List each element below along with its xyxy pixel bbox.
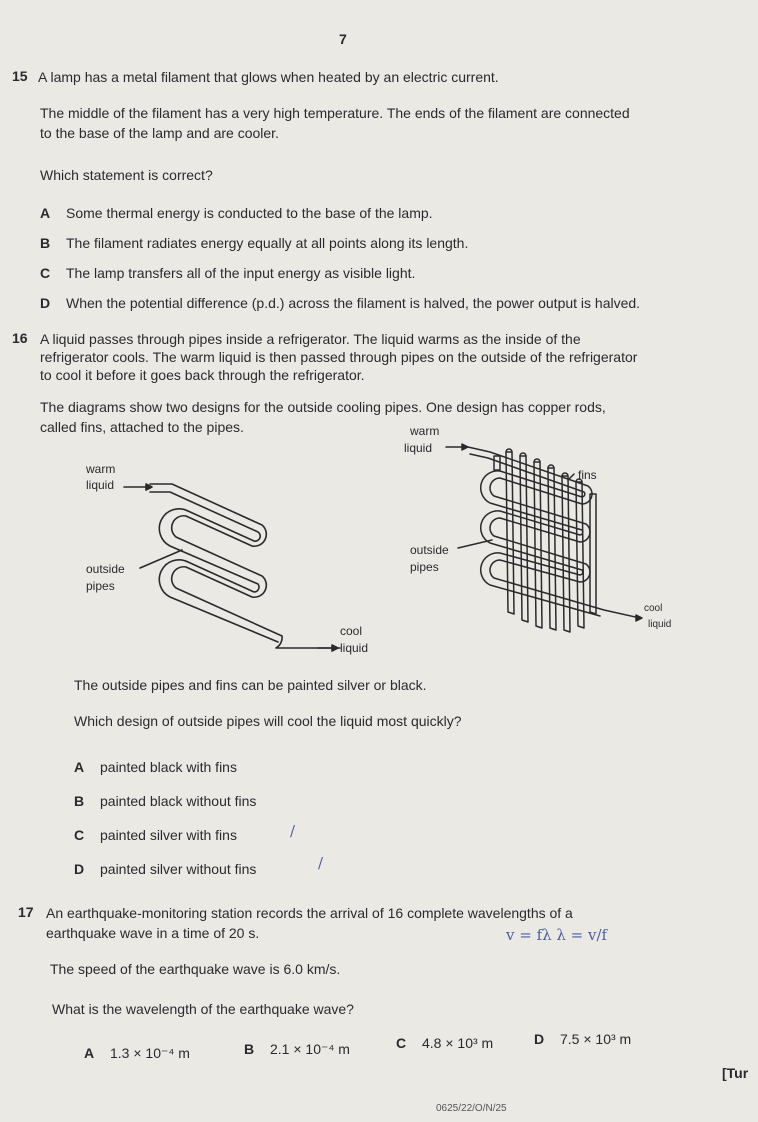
left-liquid-out-label: liquid xyxy=(340,641,369,655)
q17-option-b-value: 2.1 × 10⁻⁴ m xyxy=(270,1041,350,1057)
left-cool-label: cool xyxy=(340,624,363,638)
q17-option-d-value: 7.5 × 10³ m xyxy=(560,1031,632,1047)
q16-line3: to cool it before it goes back through the refrigerator. xyxy=(40,367,365,383)
right-liquid-out-label: liquid xyxy=(648,619,672,630)
q15-option-d-text: When the potential difference (p.d.) across the filament is halved, the power output is halved. xyxy=(66,295,641,311)
q16-option-a-text: painted black with fins xyxy=(100,759,237,775)
q15-option-d-letter: D xyxy=(40,295,51,311)
q17-option-c-value: 4.8 × 10³ m xyxy=(422,1035,494,1051)
q15-question: Which statement is correct? xyxy=(40,167,213,183)
q16-option-a-letter: A xyxy=(74,759,85,775)
right-outside-label: outside xyxy=(410,543,449,557)
q15-desc-line2: to the base of the lamp and are cooler. xyxy=(40,125,279,141)
q16-line1: A liquid passes through pipes inside a refrigerator. The liquid warms as the inside of the xyxy=(40,331,581,347)
q17-line2: earthquake wave in a time of 20 s. xyxy=(46,925,260,941)
q16-line2: refrigerator cools. The warm liquid is then passed through pipes on the outside of the refrigerator xyxy=(40,349,638,365)
q17-option-b[interactable] xyxy=(244,1040,350,1058)
left-liquid-in-label: liquid xyxy=(86,478,115,492)
left-warm-label: warm xyxy=(86,462,116,476)
q15-option-c-letter: C xyxy=(40,265,51,281)
page-number: 7 xyxy=(339,31,347,47)
q16-option-c[interactable] xyxy=(74,826,237,844)
q16-option-c-text: painted silver with fins xyxy=(100,827,237,843)
q17-option-a[interactable] xyxy=(84,1044,190,1062)
q17-question: What is the wavelength of the earthquake wave? xyxy=(52,1001,354,1017)
q16-option-b[interactable] xyxy=(74,792,256,810)
pencil-mark-2: / xyxy=(318,854,324,872)
q16-option-d-text: painted silver without fins xyxy=(100,861,257,877)
right-liquid-in-label: liquid xyxy=(404,441,433,455)
q17-option-d-letter: D xyxy=(534,1031,545,1047)
q17-option-c[interactable] xyxy=(396,1034,493,1052)
q16-option-d[interactable] xyxy=(74,860,256,878)
q15-option-a-letter: A xyxy=(40,205,51,221)
paper-code: 0625/22/O/N/25 xyxy=(436,1103,507,1114)
q17-option-a-value: 1.3 × 10⁻⁴ m xyxy=(110,1045,190,1061)
q16-option-b-text: painted black without fins xyxy=(100,793,257,809)
q15-option-a-text: Some thermal energy is conducted to the base of the lamp. xyxy=(66,205,433,221)
q16-question: Which design of outside pipes will cool the liquid most quickly? xyxy=(74,713,462,729)
q16-option-b-letter: B xyxy=(74,793,85,809)
pencil-mark-1: / xyxy=(290,822,296,840)
q17-option-c-letter: C xyxy=(396,1035,407,1051)
q16-line5: called fins, attached to the pipes. xyxy=(40,419,244,435)
handwritten-formula: v = fλ λ = v/f xyxy=(506,926,608,944)
q15-number: 15 xyxy=(12,68,28,84)
q16-option-a[interactable] xyxy=(74,758,237,776)
q15-desc-line1: The middle of the filament has a very high temperature. The ends of the filament are connected xyxy=(40,105,630,121)
q16-statement: The outside pipes and fins can be painted silver or black. xyxy=(74,677,427,693)
right-warm-label: warm xyxy=(410,424,440,438)
q17-option-a-letter: A xyxy=(84,1045,95,1061)
right-fins-label: fins xyxy=(578,468,597,482)
left-pipes-label: pipes xyxy=(86,579,115,593)
q17-option-d[interactable] xyxy=(534,1030,631,1048)
right-cool-label: cool xyxy=(644,603,663,614)
q16-line4: The diagrams show two designs for the outside cooling pipes. One design has copper rods, xyxy=(40,399,606,415)
q15-intro: A lamp has a metal filament that glows when heated by an electric current. xyxy=(38,69,499,85)
q16-option-d-letter: D xyxy=(74,861,85,877)
q17-option-b-letter: B xyxy=(244,1041,255,1057)
q15-option-b-letter: B xyxy=(40,235,51,251)
q15-option-b-text: The filament radiates energy equally at all points along its length. xyxy=(66,235,469,251)
q16-number: 16 xyxy=(12,330,28,346)
q16-option-c-letter: C xyxy=(74,827,85,843)
q17-number: 17 xyxy=(18,904,34,920)
q17-line1: An earthquake-monitoring station records the arrival of 16 complete wavelengths of a xyxy=(46,905,573,921)
right-pipes-label: pipes xyxy=(410,560,439,574)
q15-option-c-text: The lamp transfers all of the input energy as visible light. xyxy=(66,265,416,281)
q17-speed: The speed of the earthquake wave is 6.0 km/s. xyxy=(50,961,341,977)
turn-over-label: [Tur xyxy=(722,1065,749,1081)
left-outside-label: outside xyxy=(86,562,125,576)
